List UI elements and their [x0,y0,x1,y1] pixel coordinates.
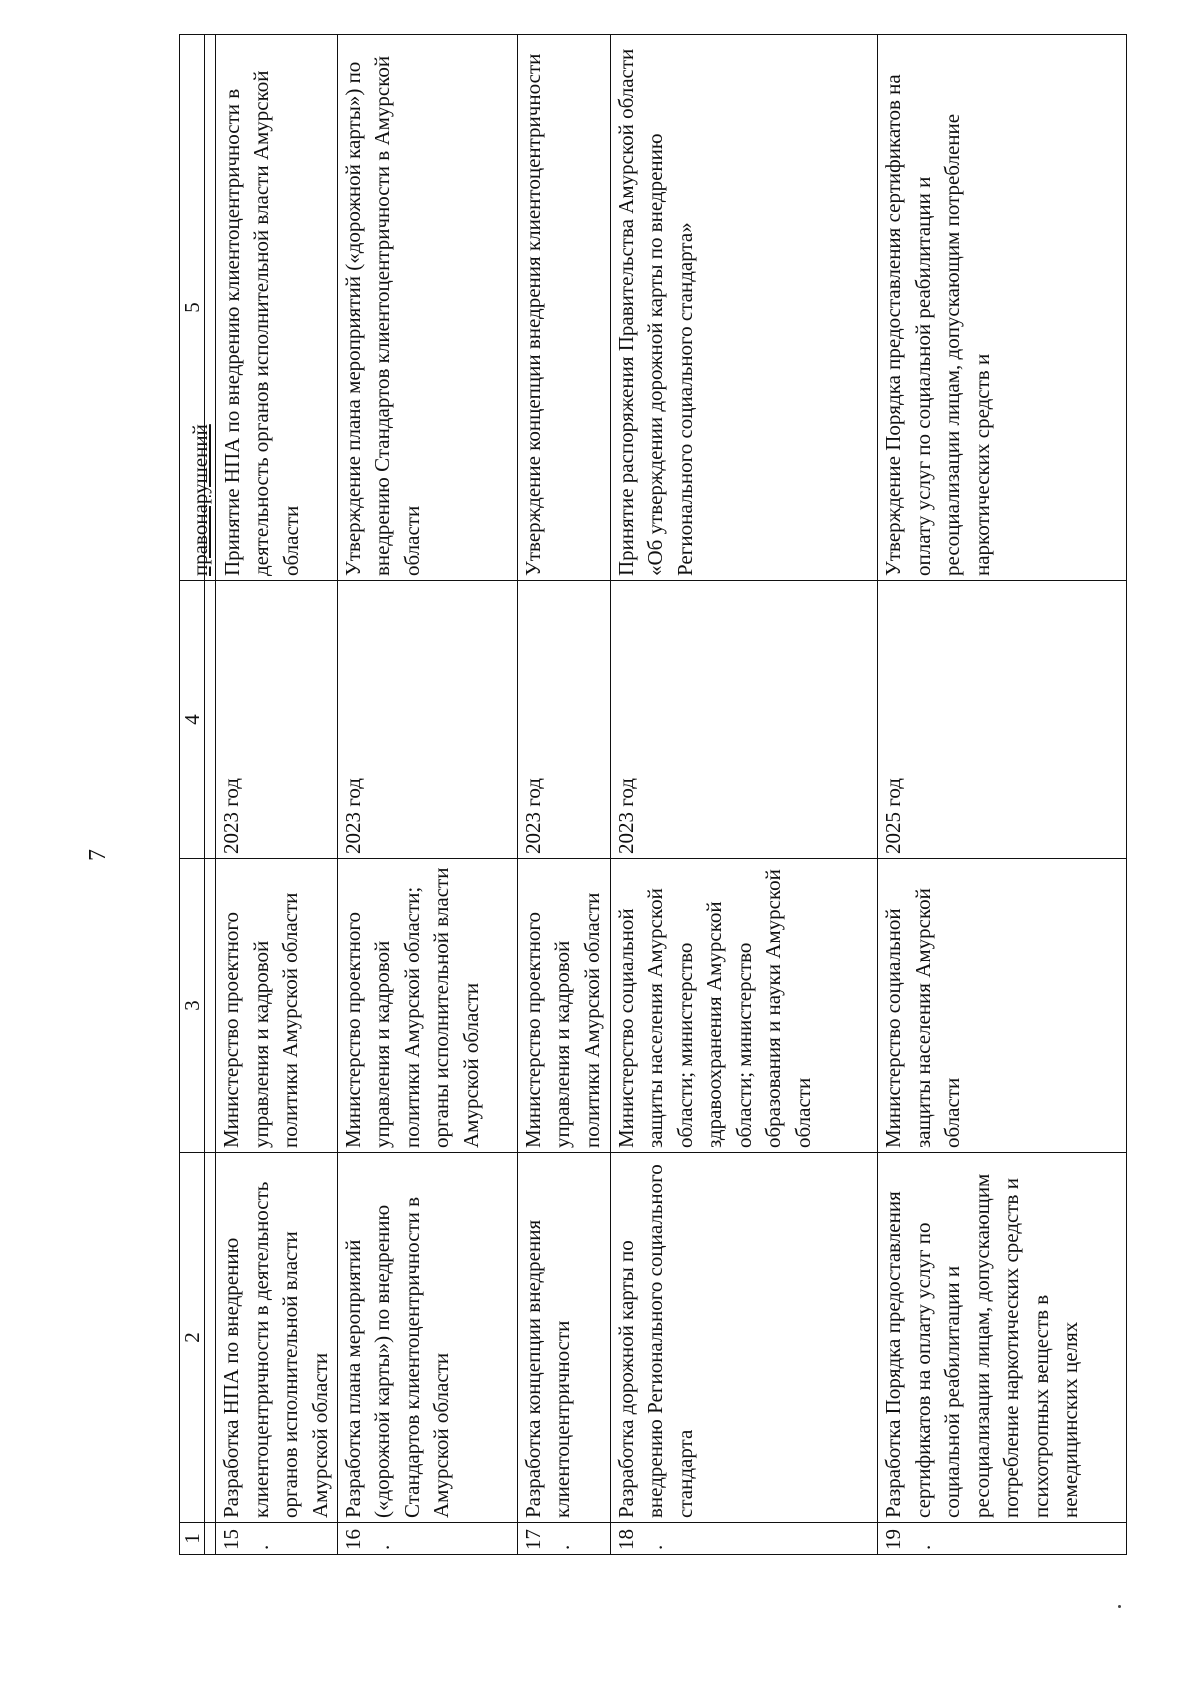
table-row [878,35,1127,1555]
deadline: 2023 год [610,581,878,859]
table-row [216,35,337,1555]
deadline: 2023 год [216,581,337,859]
responsible-executor: Министерство проектного управления и кадровой политики Амурской области [517,859,610,1153]
continuation-text: правонарушений [188,424,213,576]
scan-speck [1118,1605,1121,1608]
measures-table [179,34,1127,1555]
measure-description: Разработка концепции внедрения клиентоцентричности [517,1153,610,1523]
column-number: 2 [180,1153,205,1523]
column-number: 5 [180,35,205,581]
row-number: 18. [610,1523,878,1555]
row-number: 19. [878,1523,1127,1555]
measure-description: Разработка дорожной карты по внедрению Регионального социального стандарта [610,1153,878,1523]
table-row [517,35,610,1555]
page-number: 7 [85,849,111,861]
column-number: 4 [180,581,205,859]
row-number: 17. [517,1523,610,1555]
expected-result: Утверждение концепции внедрения клиентоцентричности [517,35,610,581]
deadline: 2023 год [337,581,517,859]
expected-result: Принятие распоряжения Правительства Амурской области «Об утверждении дорожной карты по внедрению Регионального социального стандарта» [610,35,878,581]
responsible-executor: Министерство социальной защиты населения Амурской области [878,859,1127,1153]
measure-description: Разработка плана мероприятий («дорожной карты») по внедрению Стандартов клиентоцентричности в Амурской области [337,1153,517,1523]
responsible-executor: Министерство социальной защиты населения Амурской области; министерство здравоохранения Амурской области; министерство образования и науки Амурской области [610,859,878,1153]
column-number: 3 [180,859,205,1153]
deadline: 2025 год [878,581,1127,859]
rotated-table-container [179,35,1127,1555]
table-row [337,35,517,1555]
column-number: 1 [180,1523,205,1555]
row-number: 16. [337,1523,517,1555]
expected-result: Утверждение плана мероприятий («дорожной карты») по внедрению Стандартов клиентоцентричности в Амурской области [337,35,517,581]
deadline: 2023 год [517,581,610,859]
responsible-executor: Министерство проектного управления и кадровой политики Амурской области [216,859,337,1153]
responsible-executor: Министерство проектного управления и кадровой политики Амурской области; органы исполнительной власти Амурской области [337,859,517,1153]
row-number: 15. [216,1523,337,1555]
expected-result: Утверждение Порядка предоставления сертификатов на оплату услуг по социальной реабилитации и ресоциализации лицам, допускающим потребление наркотических средств и [878,35,1127,581]
expected-result: правонарушений Принятие НПА по внедрению клиентоцентричности в деятельность органов исполнительной власти Амурской области [216,35,337,581]
measure-description: Разработка Порядка предоставления сертификатов на оплату услуг по социальной реабилитации и ресоциализации лицам, допускающим потребление наркотических средств и психотропных веществ в немедицинских целях [878,1153,1127,1523]
table-row [610,35,878,1555]
measure-description: Разработка НПА по внедрению клиентоцентричности в деятельность органов исполнительной власти Амурской области [216,1153,337,1523]
